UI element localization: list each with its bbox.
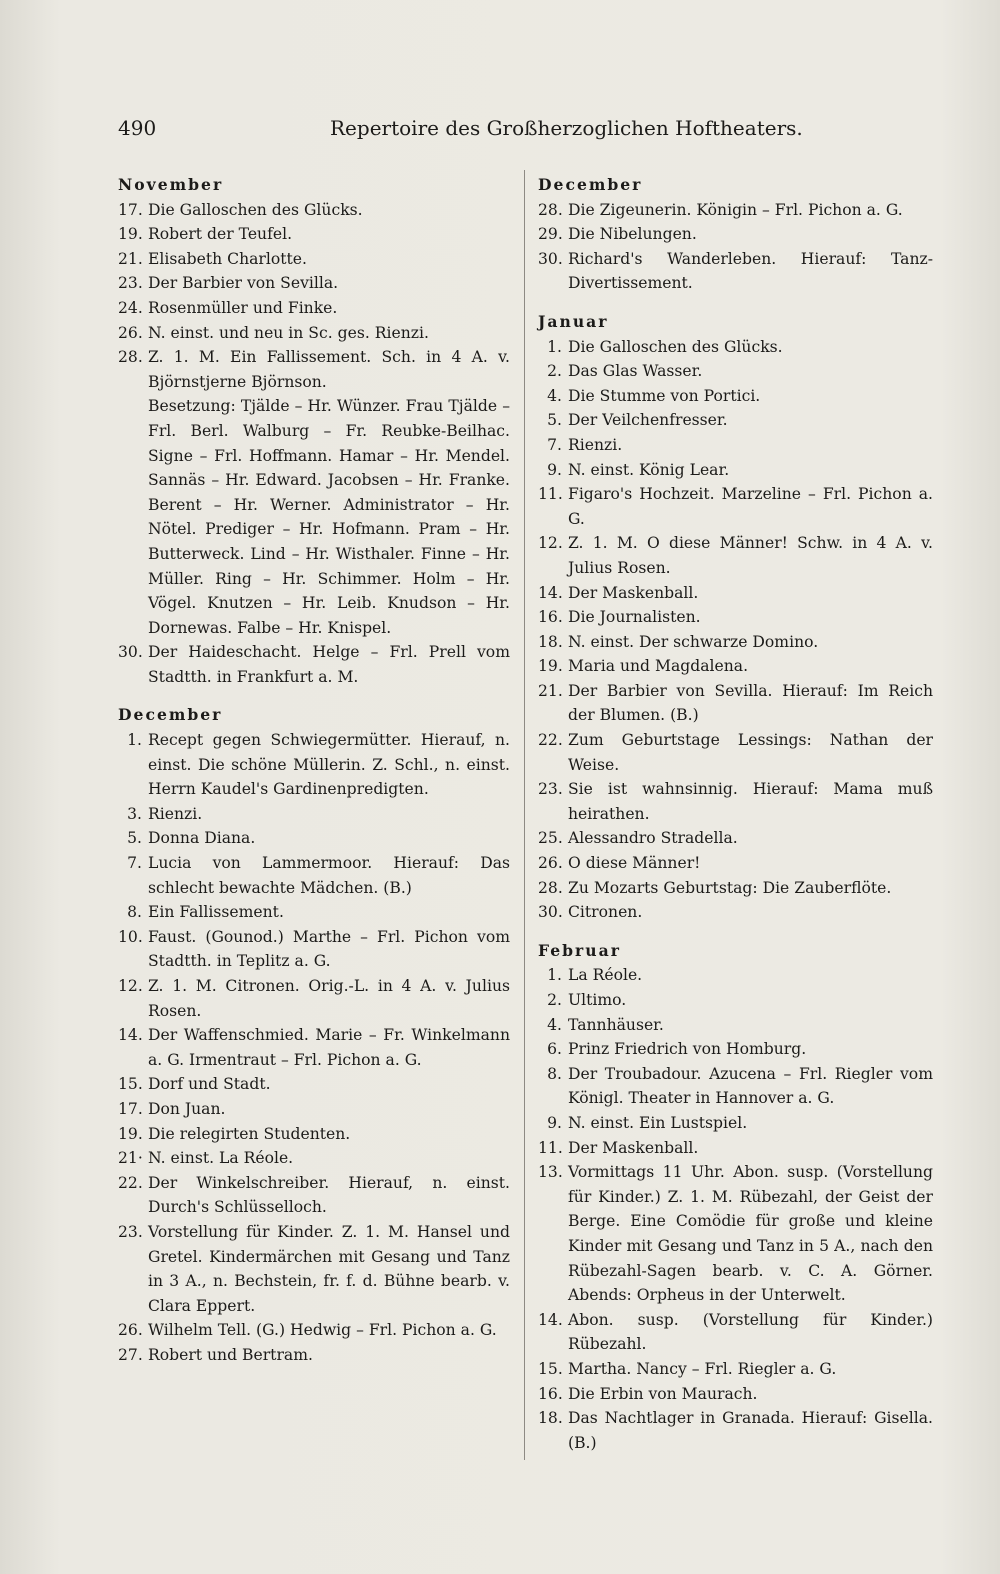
- entry-text: Richard's Wanderleben. Hierauf: Tanz-Divertissement.: [568, 249, 933, 293]
- repertoire-entry: [538, 1037, 933, 1062]
- entry-date: 21·: [118, 1149, 143, 1168]
- entry-text: Tannhäuser.: [568, 1015, 664, 1034]
- entry-text: Maria und Magdalena.: [568, 657, 749, 676]
- entry-text: Das Nachtlager in Granada. Hierauf: Gisella. (B.): [568, 1409, 933, 1452]
- repertoire-entry: [538, 963, 933, 988]
- repertoire-entry: [538, 1357, 933, 1382]
- entry-text: Die Journalisten.: [568, 608, 701, 627]
- entry-text: Der Barbier von Sevilla. Hierauf: Im Reich der Blumen. (B.): [568, 681, 933, 725]
- page-header: [118, 116, 803, 146]
- repertoire-entry: [538, 581, 933, 606]
- repertoire-entry: [118, 394, 510, 640]
- repertoire-entry: [118, 271, 510, 296]
- month-heading: November: [118, 175, 224, 194]
- entry-text: Lucia von Lammermoor. Hierauf: Das schlecht bewachte Mädchen. (B.): [148, 854, 510, 897]
- repertoire-entry: [118, 321, 510, 346]
- repertoire-entry: [538, 900, 933, 925]
- repertoire-entry: [118, 728, 510, 802]
- repertoire-entry: [118, 345, 510, 394]
- month-heading: Februar: [538, 940, 621, 960]
- repertoire-entry: [538, 384, 933, 409]
- entry-date: 22.: [118, 1173, 143, 1192]
- month-heading: Januar: [538, 311, 609, 331]
- entry-date: 5.: [127, 829, 142, 848]
- repertoire-entry: [538, 988, 933, 1013]
- repertoire-entry: [538, 654, 933, 679]
- entry-text: Besetzung: Tjälde – Hr. Wünzer. Frau Tjälde – Frl. Berl. Walburg – Fr. Reubke-Beilhac. Signe – Frl. Hoffmann. Hamar – Hr. Mendel. Sannäs – Hr. Edward. Jacobsen – Hr. Franke. Berent – Hr. Werner. Administrator – Hr. Nötel. Prediger – Hr. Hofmann. Pram – Hr. Butterweck. Lind – Hr. Wisthaler. Finne – Hr. Müller. Ring – Hr. Schimmer. Holm – Hr. Vögel. Knutzen – Hr. Leib. Knudson – Hr. Dornewas. Falbe – Hr. Knispel.: [148, 397, 510, 637]
- entry-date: 16.: [538, 1384, 563, 1403]
- repertoire-entry: [118, 1097, 510, 1122]
- entry-date: 8.: [547, 1064, 562, 1083]
- entry-date: 23.: [118, 1222, 143, 1241]
- entry-date: 16.: [538, 608, 563, 627]
- entry-text: N. einst. Ein Lustspiel.: [568, 1113, 748, 1132]
- repertoire-entry: [118, 296, 510, 321]
- entry-date: 4.: [547, 1015, 562, 1034]
- repertoire-entry: [538, 482, 933, 531]
- entry-date: 5.: [547, 411, 562, 430]
- month-heading: December: [538, 175, 643, 194]
- entry-text: Der Maskenball.: [568, 1138, 699, 1157]
- entry-text: Der Winkelschreiber. Hierauf, n. einst. Durch's Schlüsselloch.: [148, 1173, 510, 1217]
- repertoire-entry: [118, 640, 510, 689]
- entry-date: 7.: [127, 854, 142, 873]
- entry-text: Dorf und Stadt.: [148, 1075, 271, 1094]
- repertoire-entry: [538, 335, 933, 360]
- entry-text: Das Glas Wasser.: [568, 362, 703, 381]
- entry-text: Die relegirten Studenten.: [148, 1124, 351, 1143]
- month-section: [538, 310, 933, 925]
- entry-date: 14.: [538, 1310, 563, 1329]
- entry-text: N. einst. Der schwarze Domino.: [568, 632, 819, 651]
- entry-date: 19.: [538, 657, 563, 676]
- repertoire-entry: [118, 974, 510, 1023]
- entry-text: Robert der Teufel.: [148, 225, 293, 244]
- running-title: Repertoire des Großherzoglichen Hoftheaters.: [330, 116, 803, 140]
- repertoire-entry: [118, 1343, 510, 1368]
- repertoire-entry: [538, 605, 933, 630]
- entry-text: Alessandro Stradella.: [568, 829, 738, 848]
- entry-date: 19.: [118, 1124, 143, 1143]
- entry-text: Die Stumme von Portici.: [568, 386, 761, 405]
- entry-text: Die Erbin von Maurach.: [568, 1384, 758, 1403]
- repertoire-entry: [118, 1220, 510, 1318]
- entry-date: 23.: [118, 274, 143, 293]
- entry-text: Z. 1. M. Ein Fallissement. Sch. in 4 A. v. Björnstjerne Björnson.: [148, 348, 510, 391]
- entry-date: 22.: [538, 731, 563, 750]
- page-number: 490: [118, 116, 157, 140]
- entry-date: 3.: [127, 804, 142, 823]
- repertoire-entry: [538, 1136, 933, 1161]
- repertoire-entry: [118, 1122, 510, 1147]
- entry-date: 30.: [538, 249, 563, 268]
- entry-date: 19.: [118, 225, 143, 244]
- repertoire-entry: [538, 728, 933, 777]
- entry-date: 14.: [538, 583, 563, 602]
- repertoire-entry: [538, 1382, 933, 1407]
- entry-text: Wilhelm Tell. (G.) Hedwig – Frl. Pichon a. G.: [148, 1321, 497, 1340]
- repertoire-entry: [538, 222, 933, 247]
- entry-text: Die Zigeunerin. Königin – Frl. Pichon a. G.: [568, 200, 903, 219]
- entry-text: Prinz Friedrich von Homburg.: [568, 1040, 807, 1059]
- entry-text: Vormittags 11 Uhr. Abon. susp. (Vorstellung für Kinder.) Z. 1. M. Rübezahl, der Geist der Berge. Eine Comödie für große und kleine Kinder mit Gesang und Tanz in 5 A., nach den Rübezahl-Sagen bearb. v. C. A. Görner. Abends: Orpheus in der Unterwelt.: [568, 1163, 933, 1305]
- entry-text: Ein Fallissement.: [148, 903, 284, 922]
- repertoire-entry: [538, 1406, 933, 1455]
- entry-date: 29.: [538, 225, 563, 244]
- entry-date: 9.: [547, 460, 562, 479]
- entry-text: Die Galloschen des Glücks.: [148, 200, 363, 219]
- repertoire-entry: [118, 1023, 510, 1072]
- entry-text: Der Haideschacht. Helge – Frl. Prell vom Stadtth. in Frankfurt a. M.: [148, 643, 510, 686]
- entry-text: Der Maskenball.: [568, 583, 699, 602]
- repertoire-entry: [118, 900, 510, 925]
- entry-text: La Réole.: [568, 966, 643, 985]
- entry-text: Die Galloschen des Glücks.: [568, 337, 783, 356]
- repertoire-entry: [118, 222, 510, 247]
- repertoire-entry: [538, 1308, 933, 1357]
- repertoire-entry: [538, 851, 933, 876]
- entry-text: Die Nibelungen.: [568, 225, 697, 244]
- entry-text: Robert und Bertram.: [148, 1345, 313, 1364]
- entry-date: 10.: [118, 927, 143, 946]
- repertoire-entry: [538, 247, 933, 296]
- left-column: [118, 173, 510, 1368]
- entry-date: 28.: [538, 200, 563, 219]
- column-divider: [524, 170, 525, 1460]
- repertoire-entry: [118, 925, 510, 974]
- entry-date: 12.: [118, 977, 143, 995]
- entry-date: 1.: [547, 966, 562, 985]
- entry-text: Der Barbier von Sevilla.: [148, 274, 339, 293]
- entry-date: 7.: [547, 435, 562, 454]
- entry-text: Recept gegen Schwiegermütter. Hierauf, n. einst. Die schöne Müllerin. Z. Schl., n. einst. Herrn Kaudel's Gardinenpredigten.: [148, 731, 510, 799]
- repertoire-entry: [538, 826, 933, 851]
- repertoire-entry: [118, 826, 510, 851]
- repertoire-entry: [118, 851, 510, 900]
- entry-date: 1.: [547, 337, 562, 356]
- entry-date: 2.: [547, 991, 562, 1009]
- entry-date: 12.: [538, 534, 563, 553]
- entry-text: Rosenmüller und Finke.: [148, 298, 338, 317]
- entry-text: Vorstellung für Kinder. Z. 1. M. Hansel und Gretel. Kindermärchen mit Gesang und Tanz in 3 A., n. Bechstein, fr. f. d. Bühne bearb. v. Clara Eppert.: [148, 1222, 510, 1315]
- entry-text: Rienzi.: [148, 804, 203, 823]
- entry-text: N. einst. und neu in Sc. ges. Rienzi.: [148, 323, 429, 342]
- entry-date: 8.: [127, 903, 142, 922]
- repertoire-entry: [538, 408, 933, 433]
- entry-date: 28.: [538, 878, 563, 897]
- repertoire-entry: [538, 198, 933, 223]
- entry-text: Zum Geburtstage Lessings: Nathan der Weise.: [568, 731, 933, 774]
- entry-date: 18.: [538, 1409, 563, 1428]
- entry-text: Donna Diana.: [148, 829, 256, 848]
- entry-text: Abon. susp. (Vorstellung für Kinder.) Rübezahl.: [568, 1310, 933, 1354]
- entry-date: 30.: [118, 643, 143, 662]
- entry-text: Der Veilchenfresser.: [568, 411, 728, 430]
- entry-date: 26.: [118, 1321, 143, 1340]
- entry-date: 21.: [118, 249, 143, 268]
- repertoire-entry: [118, 1318, 510, 1343]
- entry-text: Z. 1. M. Citronen. Orig.-L. in 4 A. v. Julius Rosen.: [148, 977, 510, 1020]
- repertoire-entry: [538, 531, 933, 580]
- entry-date: 17.: [118, 1099, 143, 1118]
- repertoire-entry: [538, 1062, 933, 1111]
- entry-date: 6.: [547, 1040, 562, 1059]
- entry-date: 4.: [547, 386, 562, 405]
- repertoire-entry: [538, 1111, 933, 1136]
- entry-date: 27.: [118, 1345, 143, 1364]
- entry-date: 14.: [118, 1026, 143, 1045]
- entry-date: 30.: [538, 903, 563, 922]
- entry-date: 26.: [118, 323, 143, 342]
- entry-text: Martha. Nancy – Frl. Riegler a. G.: [568, 1359, 837, 1378]
- month-heading: December: [118, 705, 223, 725]
- entry-date: 11.: [538, 1138, 563, 1157]
- entry-text: Don Juan.: [148, 1099, 226, 1118]
- repertoire-entry: [538, 876, 933, 901]
- repertoire-entry: [118, 1072, 510, 1097]
- entry-date: 9.: [547, 1113, 562, 1132]
- entry-text: N. einst. König Lear.: [568, 460, 730, 479]
- entry-date: 25.: [538, 829, 563, 848]
- entry-date: 18.: [538, 632, 563, 651]
- repertoire-entry: [118, 247, 510, 272]
- repertoire-entry: [118, 1146, 510, 1171]
- entry-text: Zu Mozarts Geburtstag: Die Zauberflöte.: [568, 878, 892, 897]
- entry-text: Ultimo.: [568, 991, 627, 1009]
- entry-date: 24.: [118, 298, 143, 317]
- month-section: [118, 173, 510, 689]
- entry-date: 15.: [538, 1359, 563, 1378]
- entry-date: 2.: [547, 362, 562, 381]
- entry-text: Z. 1. M. O diese Männer! Schw. in 4 A. v. Julius Rosen.: [568, 534, 933, 577]
- repertoire-entry: [538, 433, 933, 458]
- repertoire-entry: [538, 1013, 933, 1038]
- entry-text: Figaro's Hochzeit. Marzeline – Frl. Pichon a. G.: [568, 485, 933, 528]
- repertoire-entry: [118, 198, 510, 223]
- entry-date: 28.: [118, 348, 143, 367]
- entry-text: N. einst. La Réole.: [148, 1149, 294, 1168]
- entry-text: O diese Männer!: [568, 854, 701, 873]
- month-section: [538, 173, 933, 296]
- entry-date: 15.: [118, 1075, 143, 1094]
- repertoire-entry: [538, 679, 933, 728]
- entry-date: 1.: [127, 731, 142, 750]
- entry-text: Der Waffenschmied. Marie – Fr. Winkelmann a. G. Irmentraut – Frl. Pichon a. G.: [148, 1026, 510, 1069]
- entry-text: Faust. (Gounod.) Marthe – Frl. Pichon vom Stadtth. in Teplitz a. G.: [148, 927, 510, 971]
- entry-date: 21.: [538, 681, 563, 700]
- entry-text: Der Troubadour. Azucena – Frl. Riegler vom Königl. Theater in Hannover a. G.: [568, 1064, 933, 1108]
- entry-text: Sie ist wahnsinnig. Hierauf: Mama muß heirathen.: [568, 780, 933, 823]
- repertoire-entry: [118, 1171, 510, 1220]
- right-column: [538, 173, 933, 1455]
- repertoire-entry: [538, 630, 933, 655]
- entry-text: Rienzi.: [568, 435, 623, 454]
- entry-date: 23.: [538, 780, 563, 799]
- repertoire-entry: [538, 777, 933, 826]
- entry-text: Citronen.: [568, 903, 643, 922]
- month-section: [118, 703, 510, 1367]
- entry-text: Elisabeth Charlotte.: [148, 249, 307, 268]
- repertoire-entry: [538, 458, 933, 483]
- repertoire-entry: [538, 1160, 933, 1308]
- entry-date: 11.: [538, 485, 563, 504]
- entry-date: 26.: [538, 854, 563, 873]
- month-section: [538, 939, 933, 1455]
- repertoire-entry: [118, 802, 510, 827]
- repertoire-entry: [538, 359, 933, 384]
- entry-date: 17.: [118, 200, 143, 219]
- entry-date: 13.: [538, 1163, 563, 1182]
